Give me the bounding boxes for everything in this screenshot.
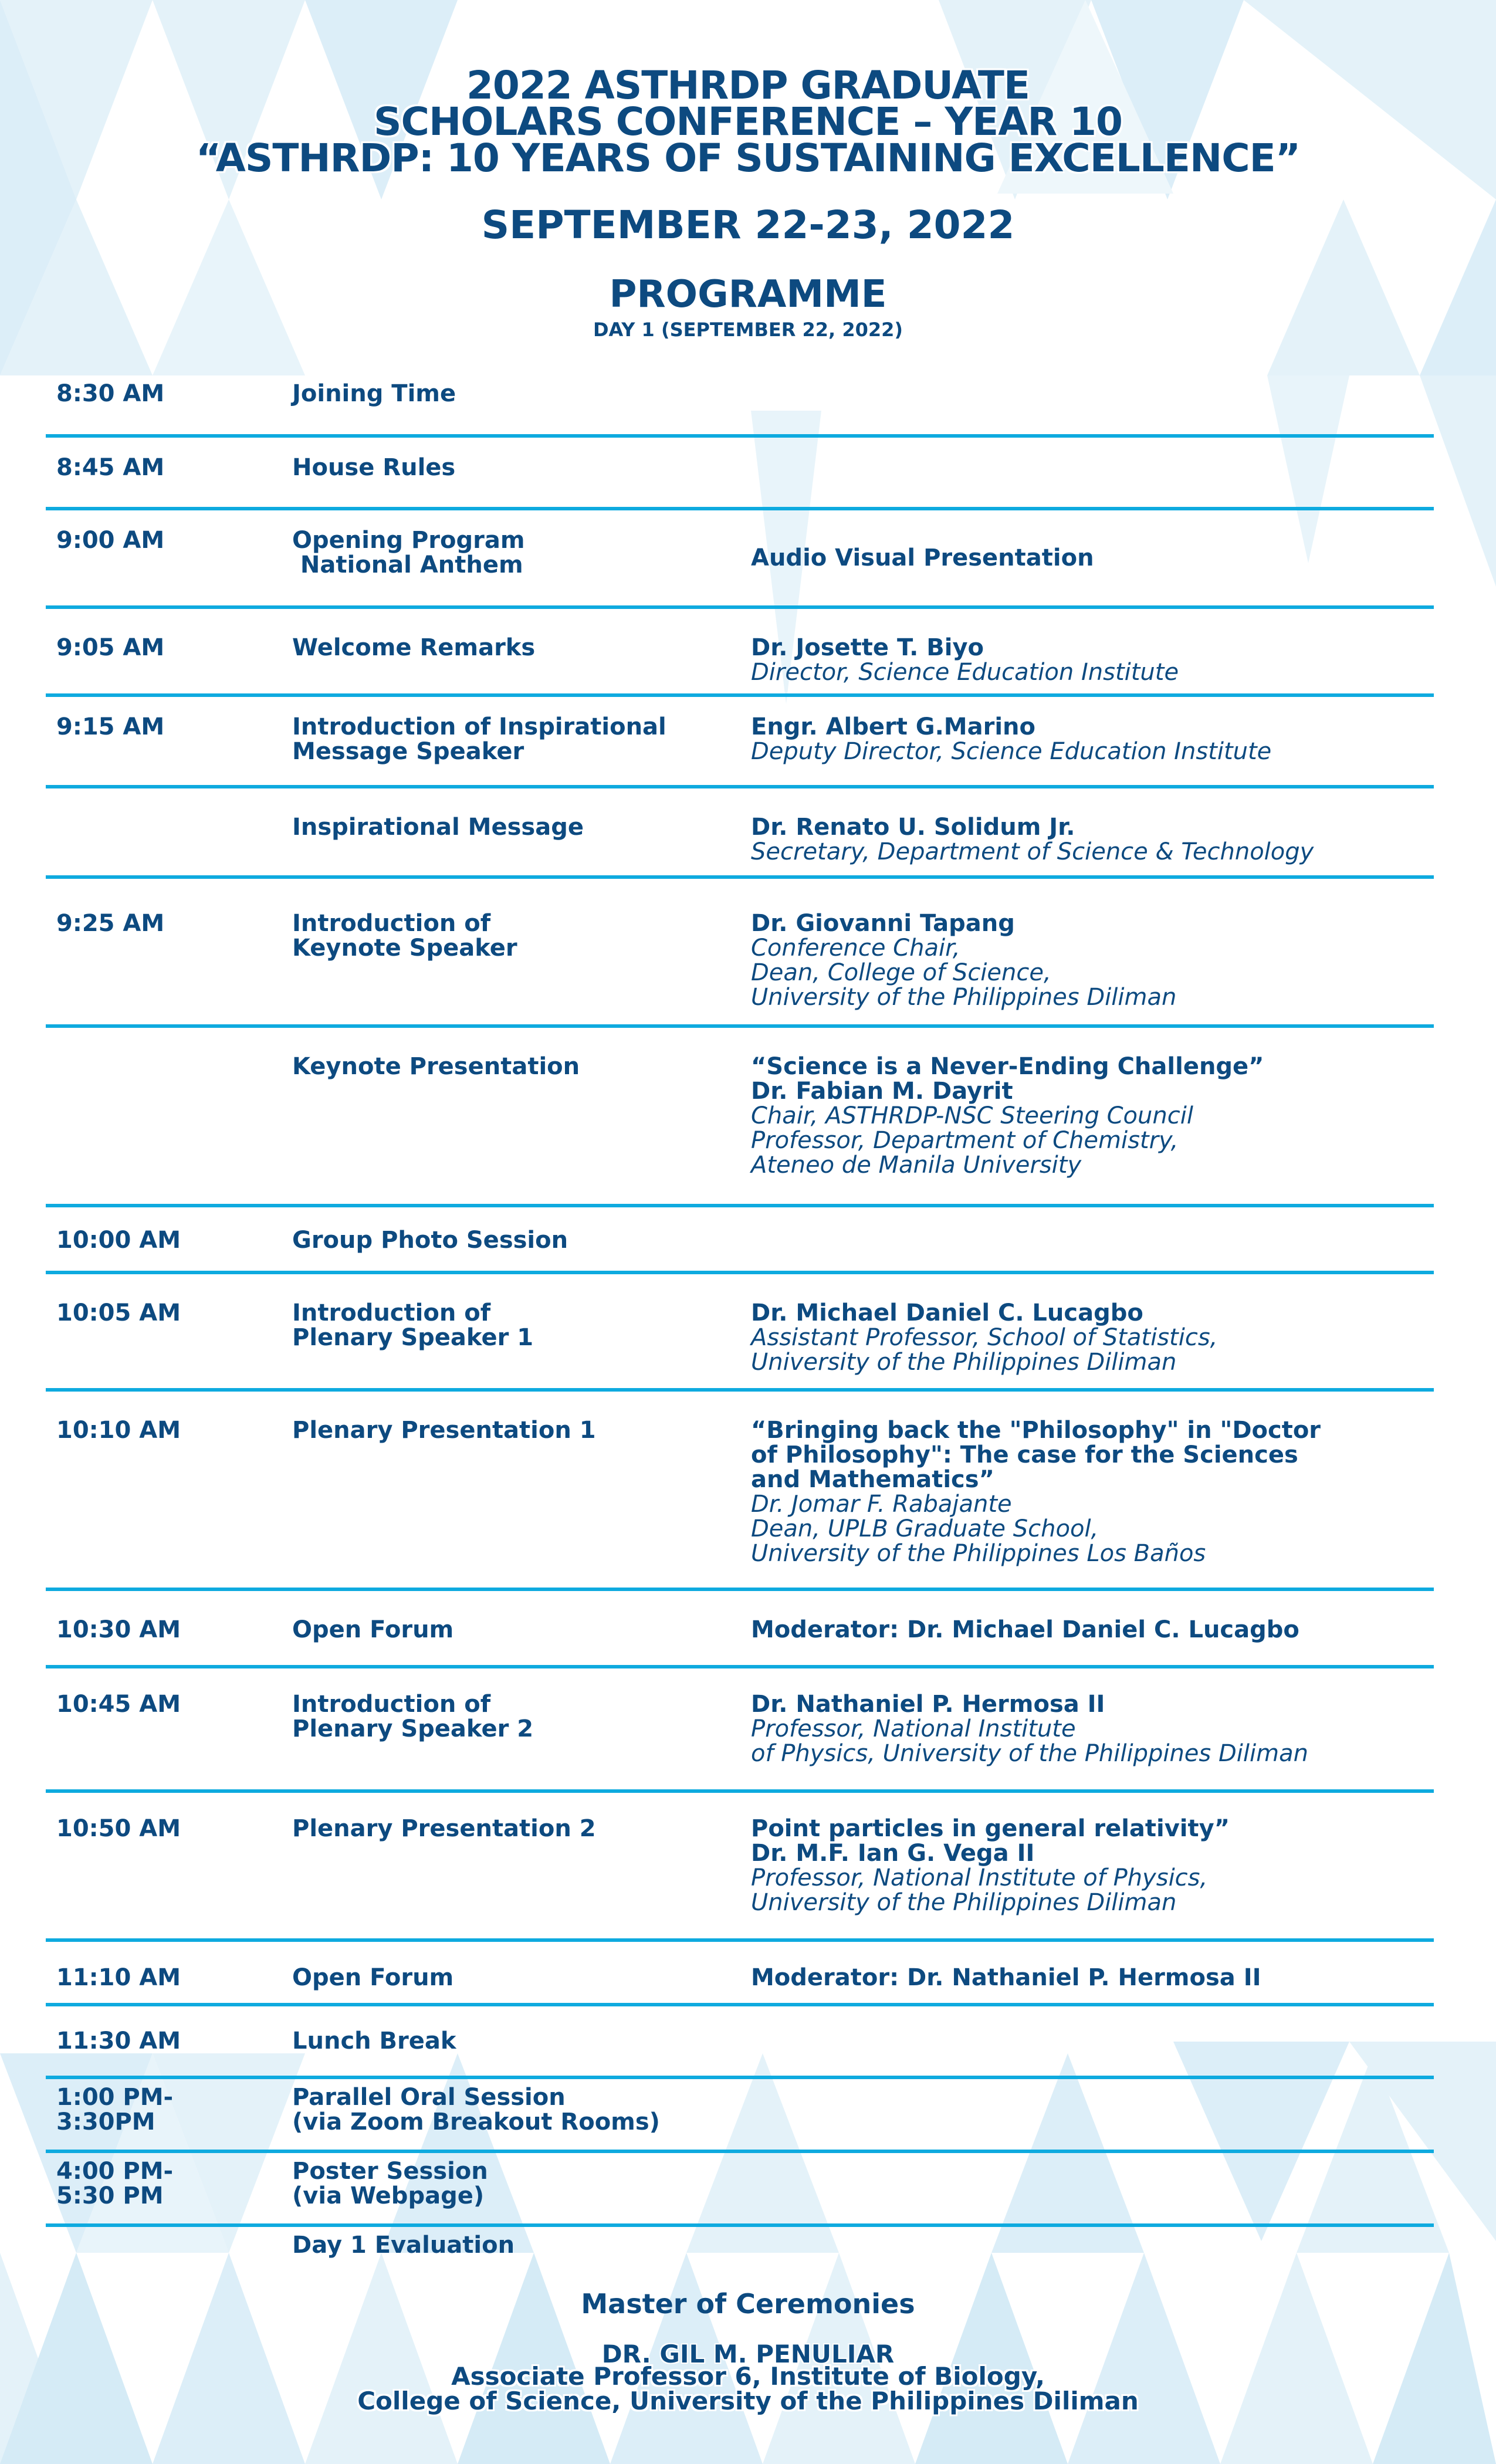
schedule-time (46, 1668, 292, 1789)
time-text: 9:05 AM (56, 634, 165, 661)
schedule-time (46, 2079, 292, 2150)
schedule-event (292, 1392, 751, 1588)
time-text: 8:30 AM (56, 380, 165, 407)
event-text: Day 1 Evaluation (292, 2232, 515, 2259)
schedule-row (46, 364, 1434, 438)
speaker-title: Moderator: Dr. Michael Daniel C. Lucagbo (751, 1616, 1299, 1643)
event-text: Introduction of (292, 1299, 491, 1326)
speaker-title: Dr. Michael Daniel C. Lucagbo (751, 1299, 1143, 1326)
event-text: Introduction of (292, 910, 491, 937)
event-text: Welcome Remarks (292, 634, 536, 661)
schedule-row (46, 1942, 1434, 2006)
time-text: 11:10 AM (56, 1964, 181, 1991)
speaker-title: “Science is a Never-Ending Challenge” (751, 1053, 1264, 1080)
schedule-row (46, 2227, 1434, 2274)
schedule-event (292, 510, 751, 605)
speaker-affiliation: University of the Philippines Diliman (751, 984, 1177, 1011)
schedule-time (46, 2006, 292, 2076)
schedule-row (46, 2079, 1434, 2153)
schedule-time (46, 1028, 292, 1204)
schedule-event (292, 2006, 751, 2076)
speaker-title: Dr. Fabian M. Dayrit (751, 1078, 1013, 1105)
mc-role (0, 2364, 1496, 2414)
event-text: Plenary Speaker 2 (292, 1715, 534, 1742)
programme-heading: PROGRAMME (609, 273, 887, 316)
mc-heading: Master of Ceremonies (581, 2288, 915, 2320)
schedule-time (46, 879, 292, 1024)
schedule-time (46, 609, 292, 693)
schedule-row (46, 879, 1434, 1028)
event-text: National Anthem (292, 551, 523, 578)
time-text: 10:50 AM (56, 1815, 181, 1842)
event-text: Parallel Oral Session (292, 2084, 566, 2111)
speaker-title: Audio Visual Presentation (751, 544, 1094, 571)
speaker-affiliation: Conference Chair, (751, 935, 960, 962)
speaker-affiliation: Assistant Professor, School of Statistics, (751, 1324, 1218, 1351)
schedule-row (46, 2006, 1434, 2079)
schedule-detail (751, 1793, 1434, 1938)
speaker-title: Dr. Giovanni Tapang (751, 910, 1015, 937)
speaker-title: Dr. Renato U. Solidum Jr. (751, 814, 1075, 841)
schedule-event (292, 364, 751, 434)
schedule-detail (751, 1392, 1434, 1588)
schedule-event (292, 1942, 751, 2003)
schedule-detail (751, 1274, 1434, 1388)
schedule-row (46, 2153, 1434, 2227)
schedule-time (46, 2153, 292, 2223)
event-text: Open Forum (292, 1616, 454, 1643)
time-text: 11:30 AM (56, 2028, 181, 2055)
event-text: (via Webpage) (292, 2182, 485, 2209)
time-text: 10:00 AM (56, 1227, 181, 1254)
event-text: Plenary Speaker 1 (292, 1324, 534, 1351)
schedule-detail (751, 609, 1434, 693)
schedule-time (46, 1793, 292, 1938)
schedule-time (46, 1207, 292, 1271)
schedule-event (292, 788, 751, 875)
schedule-event (292, 697, 751, 785)
event-text: Plenary Presentation 1 (292, 1417, 596, 1444)
schedule-row (46, 697, 1434, 788)
speaker-title: and Mathematics” (751, 1466, 994, 1493)
schedule-event (292, 2227, 751, 2274)
schedule-time (46, 1942, 292, 2003)
schedule-table (46, 364, 1434, 2274)
mc-role-line: College of Science, University of the Philippines Diliman (357, 2387, 1139, 2415)
event-text: Introduction of (292, 1691, 491, 1718)
time-text: 5:30 PM (56, 2182, 164, 2209)
schedule-time (46, 1392, 292, 1588)
event-text: (via Zoom Breakout Rooms) (292, 2108, 660, 2135)
time-text: 10:45 AM (56, 1691, 181, 1718)
event-text: Keynote Presentation (292, 1053, 580, 1080)
time-text: 4:00 PM- (56, 2158, 174, 2185)
conference-dates: SEPTEMBER 22-23, 2022 (481, 202, 1015, 248)
speaker-affiliation: of Physics, University of the Philippines Diliman (751, 1740, 1308, 1767)
schedule-event (292, 1274, 751, 1388)
schedule-row (46, 609, 1434, 697)
title-line: SCHOLARS CONFERENCE – YEAR 10 (374, 99, 1122, 144)
schedule-detail (751, 2079, 1434, 2150)
schedule-detail (751, 697, 1434, 785)
speaker-title: Engr. Albert G.Marino (751, 713, 1035, 740)
time-text: 8:45 AM (56, 454, 165, 481)
speaker-title: of Philosophy": The case for the Sciences (751, 1441, 1298, 1468)
schedule-event (292, 2079, 751, 2150)
schedule-time (46, 438, 292, 507)
event-text: Message Speaker (292, 738, 524, 765)
schedule-detail (751, 879, 1434, 1024)
schedule-detail (751, 510, 1434, 605)
speaker-title: Moderator: Dr. Nathaniel P. Hermosa II (751, 1964, 1261, 1991)
day-label: DAY 1 (SEPTEMBER 22, 2022) (593, 319, 903, 341)
speaker-affiliation: Dean, UPLB Graduate School, (751, 1515, 1099, 1542)
schedule-time (46, 788, 292, 875)
speaker-affiliation: Chair, ASTHRDP-NSC Steering Council (751, 1102, 1193, 1129)
schedule-event (292, 1591, 751, 1665)
speaker-affiliation: Professor, National Institute of Physics, (751, 1864, 1208, 1891)
event-text: Group Photo Session (292, 1227, 568, 1254)
conference-title (0, 63, 1496, 181)
schedule-event (292, 879, 751, 1024)
event-text: House Rules (292, 454, 456, 481)
schedule-event (292, 1207, 751, 1271)
speaker-affiliation: University of the Philippines Los Baños (751, 1540, 1206, 1567)
schedule-detail (751, 2227, 1434, 2274)
time-text: 3:30PM (56, 2108, 155, 2135)
time-text: 1:00 PM- (56, 2084, 174, 2111)
schedule-row (46, 510, 1434, 609)
speaker-title: Dr. M.F. Ian G. Vega II (751, 1840, 1035, 1867)
speaker-title: Point particles in general relativity” (751, 1815, 1230, 1842)
schedule-event (292, 609, 751, 693)
event-text: Keynote Speaker (292, 935, 517, 962)
schedule-row (46, 788, 1434, 879)
time-text: 10:30 AM (56, 1616, 181, 1643)
speaker-title: “Bringing back the "Philosophy" in "Doctor (751, 1417, 1321, 1444)
event-text: Joining Time (292, 380, 456, 407)
title-line: 2022 ASTHRDP GRADUATE (466, 63, 1030, 108)
time-text: 10:10 AM (56, 1417, 181, 1444)
title-line: “ASTHRDP: 10 YEARS OF SUSTAINING EXCELLENCE” (195, 136, 1301, 181)
speaker-title: Dr. Nathaniel P. Hermosa II (751, 1691, 1105, 1718)
mc-name: DR. GIL M. PENULIAR (601, 2340, 895, 2368)
speaker-affiliation: Ateneo de Manila University (751, 1152, 1082, 1179)
event-text: Lunch Break (292, 2028, 456, 2055)
time-text: 10:05 AM (56, 1299, 181, 1326)
speaker-affiliation: Secretary, Department of Science & Technology (751, 838, 1314, 865)
schedule-event (292, 1668, 751, 1789)
schedule-time (46, 1591, 292, 1665)
event-text: Opening Program (292, 527, 525, 554)
speaker-affiliation: Dr. Jomar F. Rabajante (751, 1491, 1012, 1518)
time-text: 9:15 AM (56, 713, 165, 740)
schedule-row (46, 1392, 1434, 1591)
event-text: Inspirational Message (292, 814, 584, 841)
schedule-detail (751, 438, 1434, 507)
schedule-event (292, 438, 751, 507)
speaker-affiliation: Professor, National Institute (751, 1715, 1076, 1742)
speaker-affiliation: Deputy Director, Science Education Institute (751, 738, 1272, 765)
schedule-detail (751, 1207, 1434, 1271)
schedule-event (292, 2153, 751, 2223)
event-text: Poster Session (292, 2158, 488, 2185)
schedule-detail (751, 1591, 1434, 1665)
time-text: 9:25 AM (56, 910, 165, 937)
schedule-event (292, 1793, 751, 1938)
schedule-row (46, 1793, 1434, 1942)
schedule-detail (751, 2006, 1434, 2076)
speaker-affiliation: University of the Philippines Diliman (751, 1349, 1177, 1376)
speaker-affiliation: Professor, Department of Chemistry, (751, 1127, 1179, 1154)
schedule-detail (751, 1668, 1434, 1789)
schedule-time (46, 2227, 292, 2274)
schedule-detail (751, 788, 1434, 875)
event-text: Introduction of Inspirational (292, 713, 666, 740)
schedule-time (46, 697, 292, 785)
schedule-time (46, 510, 292, 605)
speaker-affiliation: Director, Science Education Institute (751, 659, 1179, 686)
schedule-event (292, 1028, 751, 1204)
speaker-affiliation: University of the Philippines Diliman (751, 1889, 1177, 1916)
schedule-row (46, 1274, 1434, 1392)
schedule-row (46, 1591, 1434, 1668)
schedule-detail (751, 364, 1434, 434)
event-text: Plenary Presentation 2 (292, 1815, 596, 1842)
schedule-detail (751, 2153, 1434, 2223)
speaker-affiliation: Dean, College of Science, (751, 959, 1051, 986)
schedule-row (46, 1207, 1434, 1274)
schedule-time (46, 364, 292, 434)
schedule-detail (751, 1942, 1434, 2003)
schedule-row (46, 438, 1434, 510)
schedule-time (46, 1274, 292, 1388)
schedule-row (46, 1028, 1434, 1207)
event-text: Open Forum (292, 1964, 454, 1991)
schedule-detail (751, 1028, 1434, 1204)
time-text: 9:00 AM (56, 527, 165, 554)
speaker-title: Dr. Josette T. Biyo (751, 634, 984, 661)
schedule-row (46, 1668, 1434, 1793)
mc-role-line: Associate Professor 6, Institute of Biology, (451, 2362, 1045, 2391)
